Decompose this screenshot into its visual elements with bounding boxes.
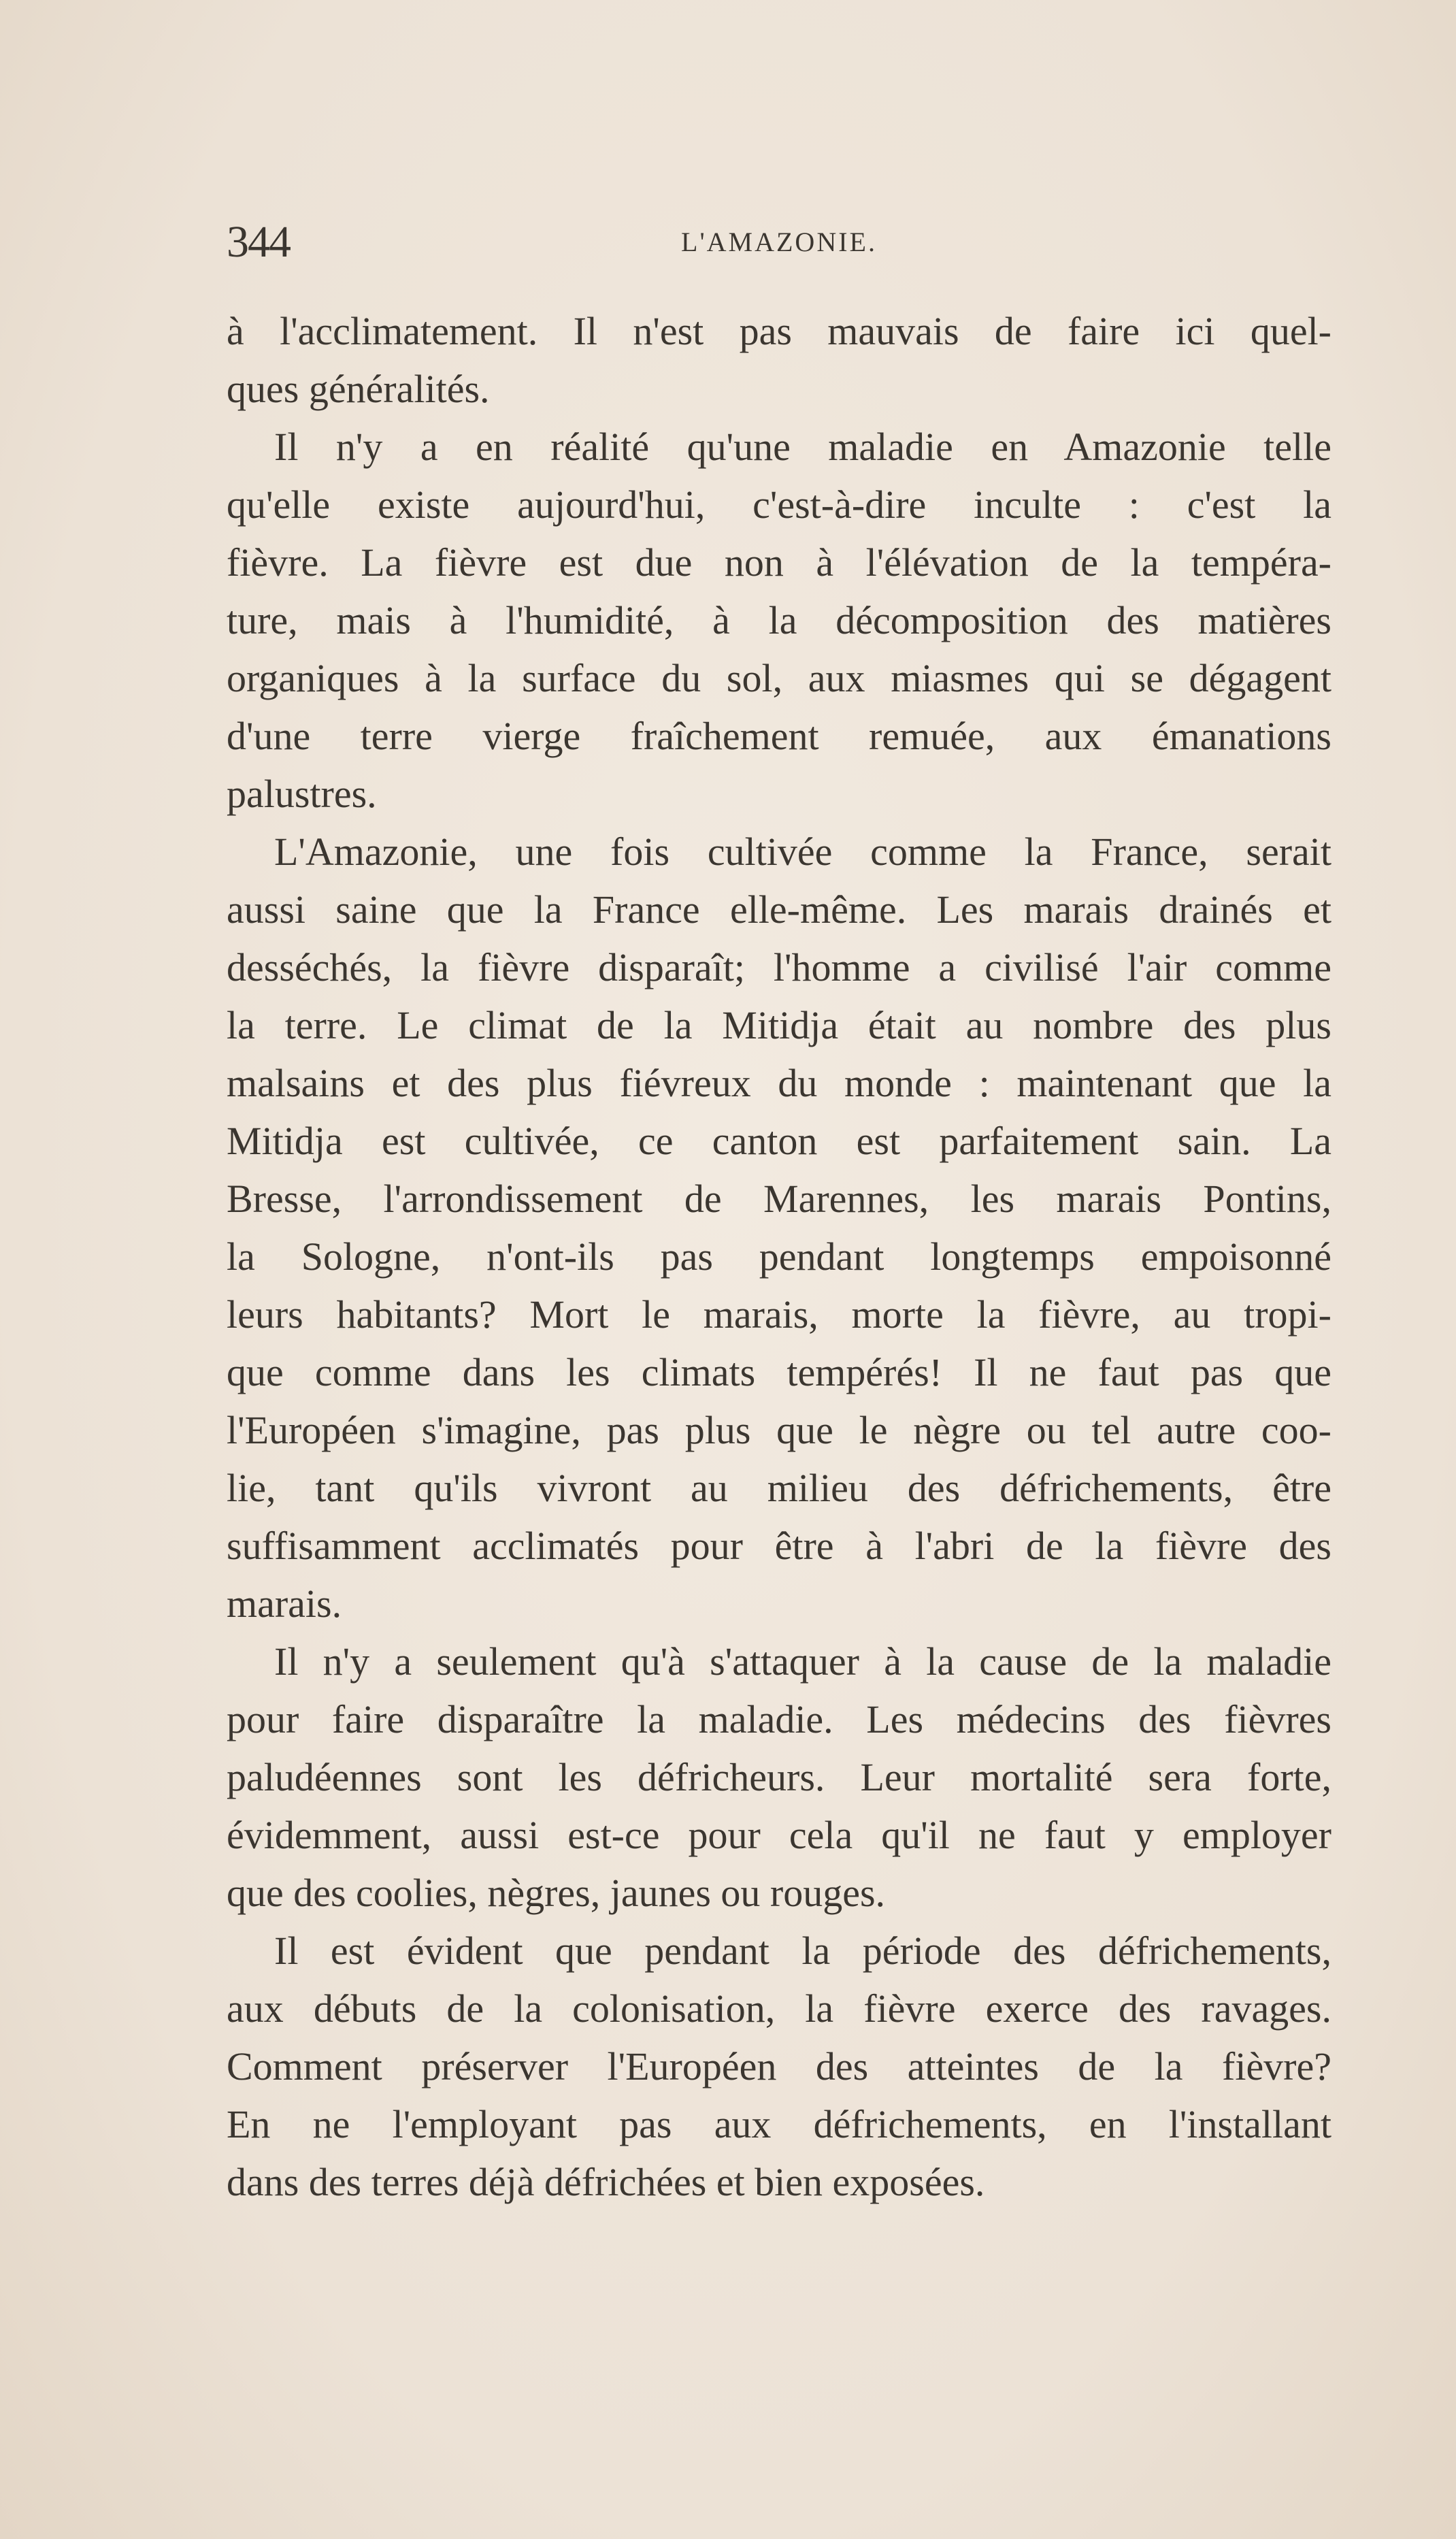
text-line: Il est évident que pendant la période des défrichements,	[274, 1929, 1331, 1973]
text-line: l'Européen s'imagine, pas plus que le nègre ou tel autre coo-	[227, 1408, 1331, 1452]
text-line: lie, tant qu'ils vivront au milieu des défrichements, être	[227, 1466, 1331, 1510]
text-line: organiques à la surface du sol, aux miasmes qui se dégagent	[227, 656, 1331, 700]
text-line: L'Amazonie, une fois cultivée comme la France, serait	[274, 830, 1331, 874]
text-line: paludéennes sont les défricheurs. Leur mortalité sera forte,	[227, 1755, 1331, 1799]
text-line: Il n'y a en réalité qu'une maladie en Amazonie telle	[274, 425, 1331, 469]
text-line: que des coolies, nègres, jaunes ou rouges.	[227, 1871, 886, 1915]
page-header	[227, 216, 1331, 278]
text-line: Comment préserver l'Européen des atteintes de la fièvre?	[227, 2044, 1331, 2088]
text-line: dans des terres déjà défrichées et bien exposées.	[227, 2160, 985, 2204]
text-line: Bresse, l'arrondissement de Marennes, les marais Pontins,	[227, 1177, 1331, 1221]
text-line: la terre. Le climat de la Mitidja était au nombre des plus	[227, 1003, 1331, 1047]
text-line: palustres.	[227, 772, 377, 816]
body-text	[227, 302, 1331, 2211]
text-line: suffisamment acclimatés pour être à l'abri de la fièvre des	[227, 1524, 1331, 1568]
text-line: Mitidja est cultivée, ce canton est parfaitement sain. La	[227, 1119, 1331, 1163]
text-line: d'une terre vierge fraîchement remuée, aux émanations	[227, 714, 1331, 758]
text-line: que comme dans les climats tempérés! Il ne faut pas que	[227, 1350, 1331, 1394]
text-line: fièvre. La fièvre est due non à l'élévation de la tempéra-	[227, 540, 1331, 585]
text-line: leurs habitants? Mort le marais, morte la fièvre, au tropi-	[227, 1292, 1331, 1337]
text-line: ques généralités.	[227, 367, 490, 411]
page-number: 344	[227, 217, 290, 267]
text-line: marais.	[227, 1582, 342, 1626]
running-title: L'AMAZONIE.	[681, 227, 877, 257]
text-line: à l'acclimatement. Il n'est pas mauvais de faire ici quel-	[227, 309, 1331, 353]
text-line: la Sologne, n'ont-ils pas pendant longtemps empoisonné	[227, 1234, 1331, 1279]
text-line: aux débuts de la colonisation, la fièvre exerce des ravages.	[227, 1986, 1331, 2031]
text-line: qu'elle existe aujourd'hui, c'est-à-dire inculte : c'est la	[227, 482, 1331, 527]
text-line: Il n'y a seulement qu'à s'attaquer à la cause de la maladie	[274, 1639, 1331, 1684]
text-line: pour faire disparaître la maladie. Les médecins des fièvres	[227, 1697, 1331, 1741]
text-line: malsains et des plus fiévreux du monde : maintenant que la	[227, 1061, 1331, 1105]
text-line: ture, mais à l'humidité, à la décomposition des matières	[227, 598, 1331, 642]
text-line: évidemment, aussi est-ce pour cela qu'il ne faut y employer	[227, 1813, 1331, 1857]
text-line: aussi saine que la France elle-même. Les marais drainés et	[227, 887, 1331, 932]
text-line: desséchés, la fièvre disparaît; l'homme a civilisé l'air comme	[227, 945, 1331, 989]
text-line: En ne l'employant pas aux défrichements, en l'installant	[227, 2102, 1331, 2146]
